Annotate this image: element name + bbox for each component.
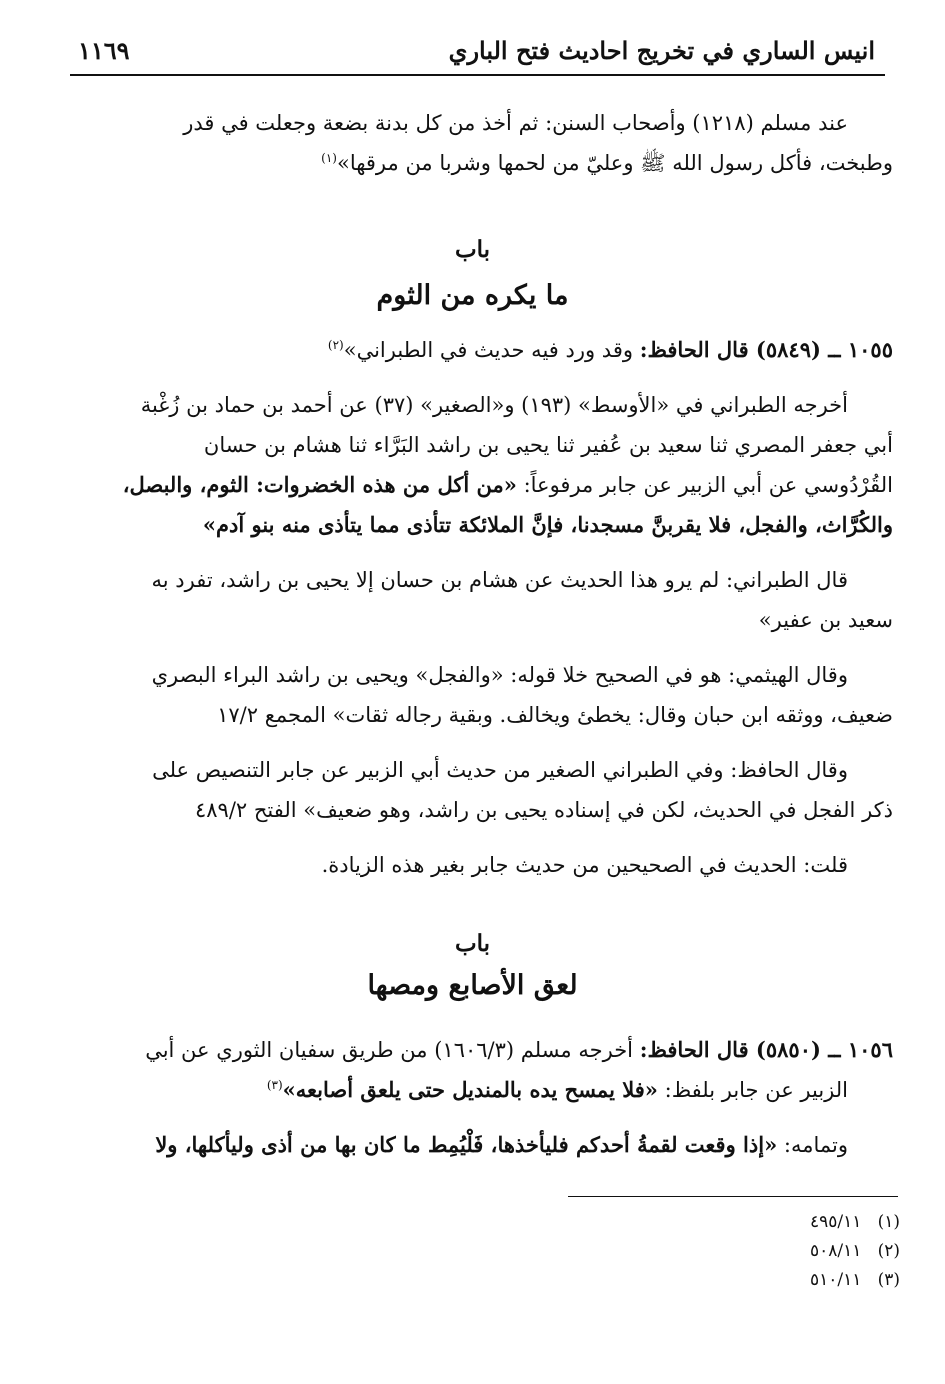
footnote-reference: ٥١٠/١١ xyxy=(809,1270,862,1290)
text-span: وتمامه: xyxy=(783,1133,848,1157)
hadith-1056 xyxy=(82,1030,893,1110)
footnote-number: (٢) xyxy=(877,1241,900,1261)
text-line: أبي جعفر المصري ثنا سعيد بن عُفير ثنا يحيى بن راشد البَرَّاء ثنا هشام بن حسان xyxy=(203,433,893,457)
takhrij-1055 xyxy=(82,385,893,545)
text-span: وقد ورد فيه حديث في الطبراني» xyxy=(343,338,634,362)
hadith-text: «من أكل من هذه الخضروات: الثوم، والبصل، xyxy=(122,472,517,497)
section-bab-label: باب xyxy=(454,930,491,957)
tamamuhu xyxy=(82,1125,893,1165)
page-number: ١١٦٩ xyxy=(78,36,130,65)
hafiz-comment xyxy=(82,750,893,830)
paragraph-muslim-1218 xyxy=(82,103,893,183)
hadith-1055 xyxy=(82,330,893,370)
tabarani-comment xyxy=(82,560,893,640)
text-line: وقال الحافظ: وفي الطبراني الصغير من حديث أبي الزبير عن جابر التنصيص على xyxy=(152,758,848,782)
section-bab-label: باب xyxy=(454,236,491,263)
text-line xyxy=(82,1125,893,1165)
text-line xyxy=(82,465,893,505)
header-title: انيس الساري في تخريج احاديث فتح الباري xyxy=(448,36,875,65)
hadith-number: ١٠٥٦ ــ (٥٨٥٠) قال الحافظ: xyxy=(639,1037,893,1062)
footnote-ref: (٢) xyxy=(327,338,344,352)
footnote-ref: (١) xyxy=(321,151,337,165)
footnote-ref: (٣) xyxy=(266,1078,283,1092)
text-span: وطبخت، فأكل رسول الله ﷺ وعليّ من لحمها وشربا من مرقها» xyxy=(336,151,893,175)
footnote-number: (١) xyxy=(877,1212,900,1232)
qultu-comment xyxy=(82,845,893,885)
text-line: أخرجه الطبراني في «الأوسط» (١٩٣) و«الصغير» (٣٧) عن أحمد بن حماد بن زُغْبة xyxy=(140,393,848,417)
footnote-reference: ٤٩٥/١١ xyxy=(809,1212,862,1232)
section-title: لعق الأصابع ومصها xyxy=(367,970,578,1001)
footnotes xyxy=(700,1208,900,1295)
footnote-item xyxy=(700,1237,900,1266)
text-line: وقال الهيثمي: هو في الصحيح خلا قوله: «والفجل» ويحيى بن راشد البراء البصري xyxy=(151,663,848,687)
text-line xyxy=(82,1070,893,1110)
footnote-reference: ٥٠٨/١١ xyxy=(809,1241,862,1261)
haythami-comment xyxy=(82,655,893,735)
running-header xyxy=(70,28,885,72)
text-line: ذكر الفجل في الحديث، لكن في إسناده يحيى بن راشد، وهو ضعيف» الفتح ٤٨٩/٢ xyxy=(194,798,893,822)
text-line: سعيد بن عفير» xyxy=(758,608,893,632)
hadith-text: «إذا وقعت لقمةُ أحدكم فليأخذها، فَلْيُمِط ما كان بها من أذى وليأكلها، ولا xyxy=(155,1132,778,1157)
text-span: القُرْدُوسي عن أبي الزبير عن جابر مرفوعاً: xyxy=(523,473,893,497)
footnote-number: (٣) xyxy=(877,1270,900,1290)
text-line: ضعيف، ووثقه ابن حبان وقال: يخطئ ويخالف. وبقية رجاله ثقات» المجمع ١٧/٢ xyxy=(217,703,893,727)
text-line xyxy=(82,1030,893,1070)
header-rule xyxy=(70,74,885,76)
footnote-item xyxy=(700,1208,900,1237)
text-line: عند مسلم (١٢١٨) وأصحاب السنن: ثم أخذ من كل بدنة بضعة وجعلت في قدر xyxy=(183,111,848,135)
hadith-text: والكُرَّاث، والفجل، فلا يقربنَّ مسجدنا، فإنَّ الملائكة تتأذى مما يتأذى منه بنو آدم» xyxy=(202,512,893,537)
text-span: الزبير عن جابر بلفظ: xyxy=(664,1078,848,1102)
text-line: قلت: الحديث في الصحيحين من حديث جابر بغير هذه الزيادة. xyxy=(321,853,848,877)
section-title: ما يكره من الثوم xyxy=(376,280,569,311)
text-line: قال الطبراني: لم يرو هذا الحديث عن هشام بن حسان إلا يحيى بن راشد، تفرد به xyxy=(151,568,848,592)
text-line xyxy=(82,330,893,370)
hadith-text: «فلا يمسح يده بالمنديل حتى يلعق أصابعه» xyxy=(282,1077,658,1102)
footnote-item xyxy=(700,1266,900,1295)
text-line xyxy=(82,143,893,183)
text-span: أخرجه مسلم (١٦٠٦/٣) من طريق سفيان الثوري عن أبي xyxy=(145,1038,634,1062)
hadith-number: ١٠٥٥ ــ (٥٨٤٩) قال الحافظ: xyxy=(639,337,893,362)
footnote-rule xyxy=(568,1196,898,1197)
